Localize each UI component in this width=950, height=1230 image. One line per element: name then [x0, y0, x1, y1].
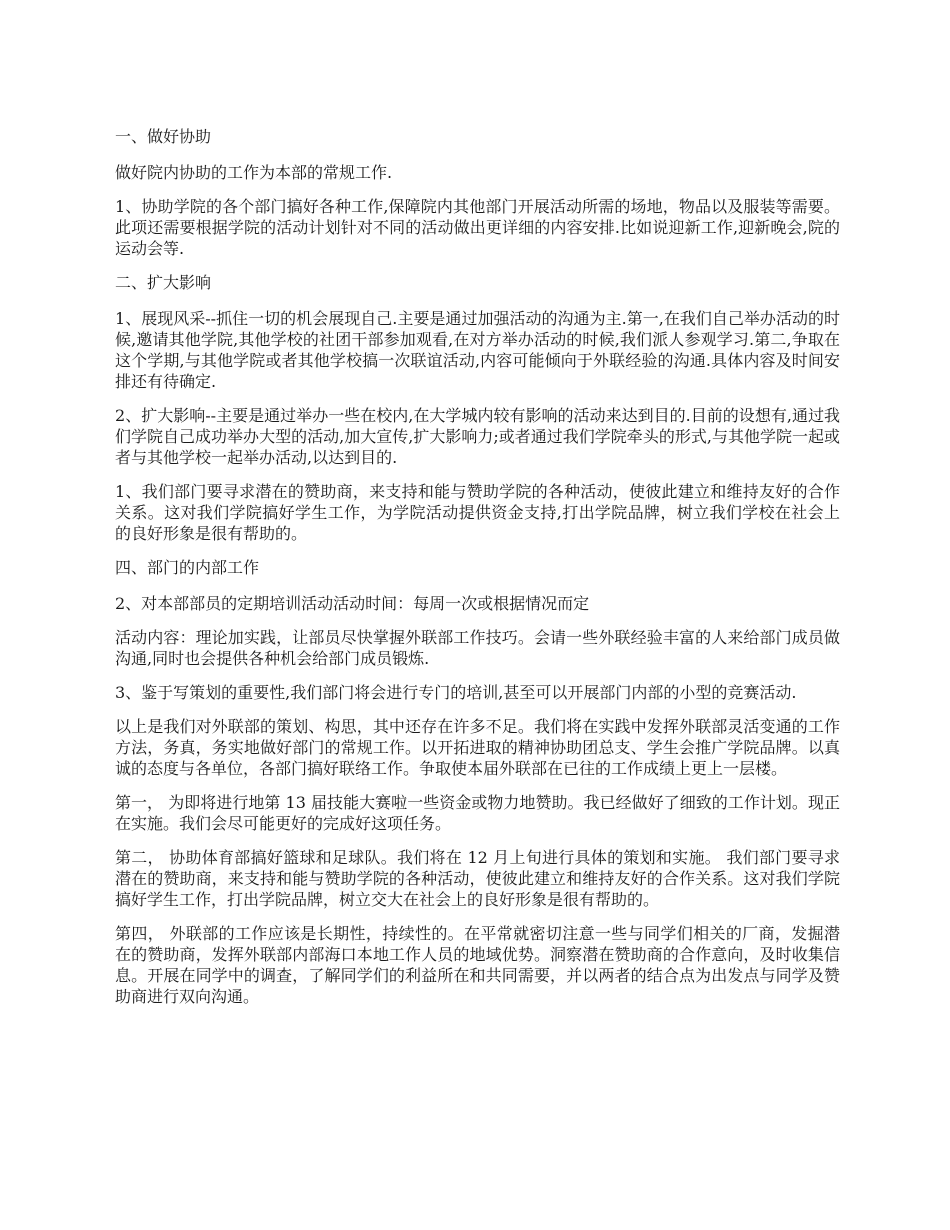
paragraph: 活动内容：理论加实践，让部员尽快掌握外联部工作技巧。会请一些外联经验丰富的人来给部门成员做沟通,同时也会提供各种机会给部门成员锻炼.: [115, 628, 840, 668]
paragraph: 第一， 为即将进行地第 13 届技能大赛啦一些资金或物力地赞助。我已经做好了细致的工作计划。现正在实施。我们会尽可能更好的完成好这项任务。: [115, 793, 840, 833]
paragraph: 1、展现风采--抓住一切的机会展现自己.主要是通过加强活动的沟通为主.第一,在我们自己举办活动的时候,邀请其他学院,其他学校的社团干部参加观看,在对方举办活动的时候,我们派人参观学习.第二,争取在这个学期,与其他学院或者其他学校搞一次联谊活动,内容可能倾向于外联经验的沟通.具体内容及时间安排还有待确定.: [115, 309, 840, 391]
paragraph: 第四， 外联部的工作应该是长期性，持续性的。在平常就密切注意一些与同学们相关的厂商，发掘潜在的赞助商，发挥外联部内部海口本地工作人员的地域优势。洞察潜在赞助商的合作意向，及时收集信息。开展在同学中的调查，了解同学们的利益所在和共同需要，并以两者的结合点为出发点与同学及赞助商进行双向沟通。: [115, 924, 840, 1006]
section-heading-2: 二、扩大影响: [115, 273, 212, 292]
paragraph: 1、协助学院的各个部门搞好各种工作,保障院内其他部门开展活动所需的场地，物品以及服装等需要。此项还需要根据学院的活动计划针对不同的活动做出更详细的内容安排.比如说迎新工作,迎新晚会,院的运动会等.: [115, 197, 840, 258]
section-heading-4: 四、部门的内部工作: [115, 558, 260, 577]
document-page: [115, 126, 840, 1020]
section-heading-1: 一、做好协助: [115, 127, 212, 146]
paragraph: 第二， 协助体育部搞好篮球和足球队。我们将在 12 月上旬进行具体的策划和实施。 我们部门要寻求潜在的赞助商，来支持和能与赞助学院的各种活动，使彼此建立和维持友好的合作关系。这对我们学院搞好学生工作，打出学院品牌，树立交大在社会上的良好形象是很有帮助的。: [115, 848, 840, 909]
paragraph: 做好院内协助的工作为本部的常规工作.: [115, 163, 393, 182]
paragraph: 2、扩大影响--主要是通过举办一些在校内,在大学城内较有影响的活动来达到目的.目前的设想有,通过我们学院自己成功举办大型的活动,加大宣传,扩大影响力;或者通过我们学院牵头的形式,与其他学院一起或者与其他学校一起举办活动,以达到目的.: [115, 406, 840, 467]
paragraph: 3、鉴于写策划的重要性,我们部门将会进行专门的培训,甚至可以开展部门内部的小型的竞赛活动.: [115, 683, 797, 702]
paragraph: 1、我们部门要寻求潜在的赞助商，来支持和能与赞助学院的各种活动，使彼此建立和维持友好的合作关系。这对我们学院搞好学生工作，为学院活动提供资金支持,打出学院品牌，树立我们学校在社会上的良好形象是很有帮助的。: [115, 482, 840, 543]
paragraph: 2、对本部部员的定期培训活动活动时间：每周一次或根据情况而定: [115, 594, 590, 613]
paragraph: 以上是我们对外联部的策划、构思，其中还存在许多不足。我们将在实践中发挥外联部灵活变通的工作方法，务真，务实地做好部门的常规工作。以开拓进取的精神协助团总支、学生会推广学院品牌。以真诚的态度与各单位，各部门搞好联络工作。争取使本届外联部在已往的工作成绩上更上一层楼。: [115, 717, 840, 778]
